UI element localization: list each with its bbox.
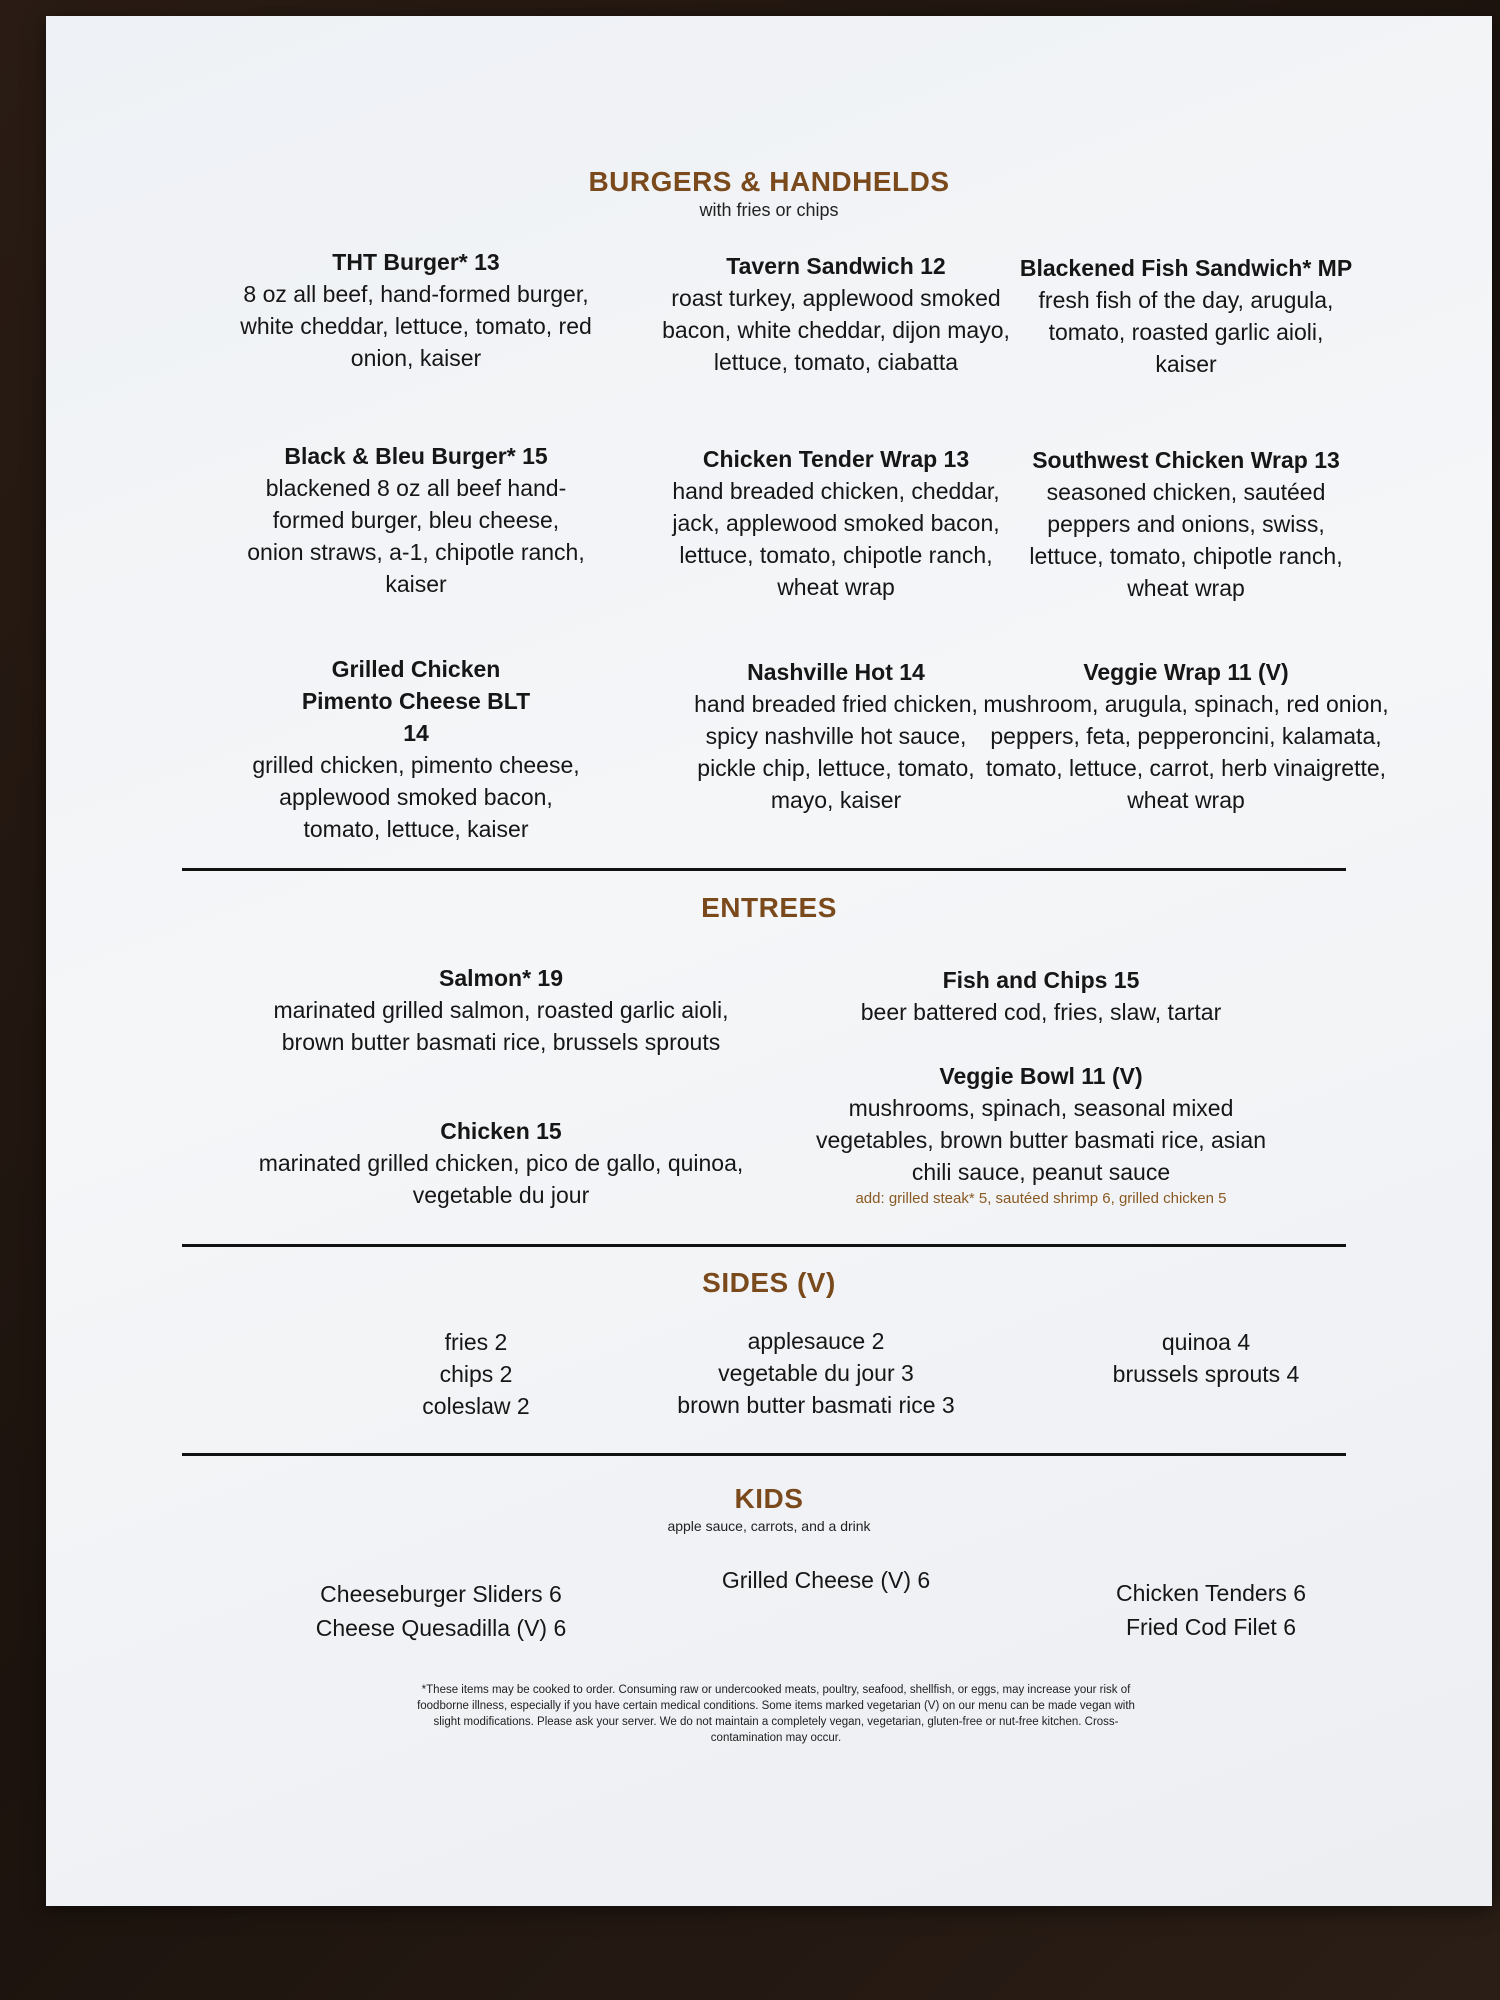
burgers-section-title: BURGERS & HANDHELDS [588,166,950,197]
item-name: Chicken Tender Wrap 13 [702,446,970,472]
item-name: Grilled Chicken Pimento Cheese BLT 14 [301,656,531,746]
item-description: grilled chicken, pimento cheese, applewood smoked bacon, tomato, lettuce, kaiser [252,752,580,842]
item-description: blackened 8 oz all beef hand-formed burger, bleu cheese, onion straws, a-1, chipotle ranch, kaiser [247,475,585,597]
kids-item: Chicken Tenders 6 [1115,1580,1307,1606]
item-description: fresh fish of the day, arugula, tomato, roasted garlic aioli, kaiser [1038,287,1334,377]
side-item: quinoa 4 [1161,1329,1251,1355]
burgers-section-subtitle: with fries or chips [699,200,839,220]
side-item: brown butter basmati rice 3 [677,1392,955,1418]
item-description: beer battered cod, fries, slaw, tartar [860,999,1222,1025]
item-description: hand breaded fried chicken, spicy nashville hot sauce, pickle chip, lettuce, tomato, mayo, kaiser [694,691,978,813]
item-name: Veggie Bowl 11 (V) [939,1063,1143,1089]
item-name: Blackened Fish Sandwich* MP [1019,255,1353,281]
section-divider [182,868,1346,871]
kids-item: Fried Cod Filet 6 [1125,1614,1296,1640]
section-divider [182,1453,1346,1456]
menu-item [196,246,636,374]
kids-item: Grilled Cheese (V) 6 [721,1567,931,1593]
side-item: vegetable du jour 3 [718,1360,914,1386]
item-name: Fish and Chips 15 [942,967,1140,993]
item-description: mushrooms, spinach, seasonal mixed vegetables, brown butter basmati rice, asian chili sauce, peanut sauce [815,1095,1267,1185]
item-description: 8 oz all beef, hand-formed burger, white cheddar, lettuce, tomato, red onion, kaiser [240,281,592,371]
entree-addon-note: add: grilled steak* 5, sautéed shrimp 6, grilled chicken 5 [855,1190,1227,1207]
item-name: Southwest Chicken Wrap 13 [1032,447,1340,473]
kids-item: Cheeseburger Sliders 6 [320,1581,562,1607]
menu-item [786,1060,1296,1210]
item-description: seasoned chicken, sautéed peppers and onions, swiss, lettuce, tomato, chipotle ranch, wheat wrap [1029,479,1343,601]
item-name: Veggie Wrap 11 (V) [1083,659,1289,685]
kids-item: Cheese Quesadilla (V) 6 [315,1615,567,1641]
item-name: Salmon* 19 [439,965,563,991]
side-item: fries 2 [444,1329,508,1355]
sides-column-2 [616,1325,1016,1421]
item-name: THT Burger* 13 [332,249,500,275]
section-divider [182,1244,1346,1247]
item-description: roast turkey, applewood smoked bacon, white cheddar, dijon mayo, lettuce, tomato, ciabatta [662,285,1010,375]
sides-column-1 [326,1326,626,1422]
menu-page [46,16,1492,1906]
side-item: coleslaw 2 [422,1393,530,1419]
menu-item [256,1115,746,1211]
item-name: Black & Bleu Burger* 15 [284,443,548,469]
kids-section-subtitle: apple sauce, carrots, and a drink [667,1518,871,1534]
item-description: marinated grilled chicken, pico de gallo, quinoa, vegetable du jour [258,1150,744,1208]
menu-item [976,252,1396,380]
menu-item [196,653,636,845]
entrees-section-title: ENTREES [701,892,837,923]
menu-item [976,656,1396,816]
side-item: brussels sprouts 4 [1112,1361,1300,1387]
kids-column-1 [276,1577,606,1645]
item-description: hand breaded chicken, cheddar, jack, applewood smoked bacon, lettuce, tomato, chipotle ranch, wheat wrap [672,478,1000,600]
allergen-disclaimer: *These items may be cooked to order. Consuming raw or undercooked meats, poultry, seafood, shellfish, or eggs, may increase your risk of foodborne illness, especially if you have certain medical conditions. Some items marked vegetarian (V) on our menu can be made vegan with slight modifications. Please ask your server. We do not maintain a completely vegan, vegetarian, gluten-free or nut-free kitchen. Cross-contamination may occur. [417,1684,1135,1744]
side-item: applesauce 2 [747,1328,885,1354]
menu-item [976,444,1396,604]
sides-column-3 [1046,1326,1366,1390]
kids-column-3 [1056,1576,1366,1644]
item-description: marinated grilled salmon, roasted garlic aioli, brown butter basmati rice, brussels sprouts [273,997,729,1055]
menu-item [786,964,1296,1028]
side-item: chips 2 [439,1361,513,1387]
sides-section-title: SIDES (V) [702,1267,836,1298]
item-name: Chicken 15 [440,1118,562,1144]
kids-section-title: KIDS [734,1483,804,1514]
item-description: mushroom, arugula, spinach, red onion, peppers, feta, pepperoncini, kalamata, tomato, lettuce, carrot, herb vinaigrette, wheat wrap [983,691,1389,813]
item-name: Tavern Sandwich 12 [726,253,946,279]
item-name: Nashville Hot 14 [747,659,925,685]
menu-item [196,440,636,600]
kids-column-2 [666,1563,986,1597]
menu-item [256,962,746,1058]
